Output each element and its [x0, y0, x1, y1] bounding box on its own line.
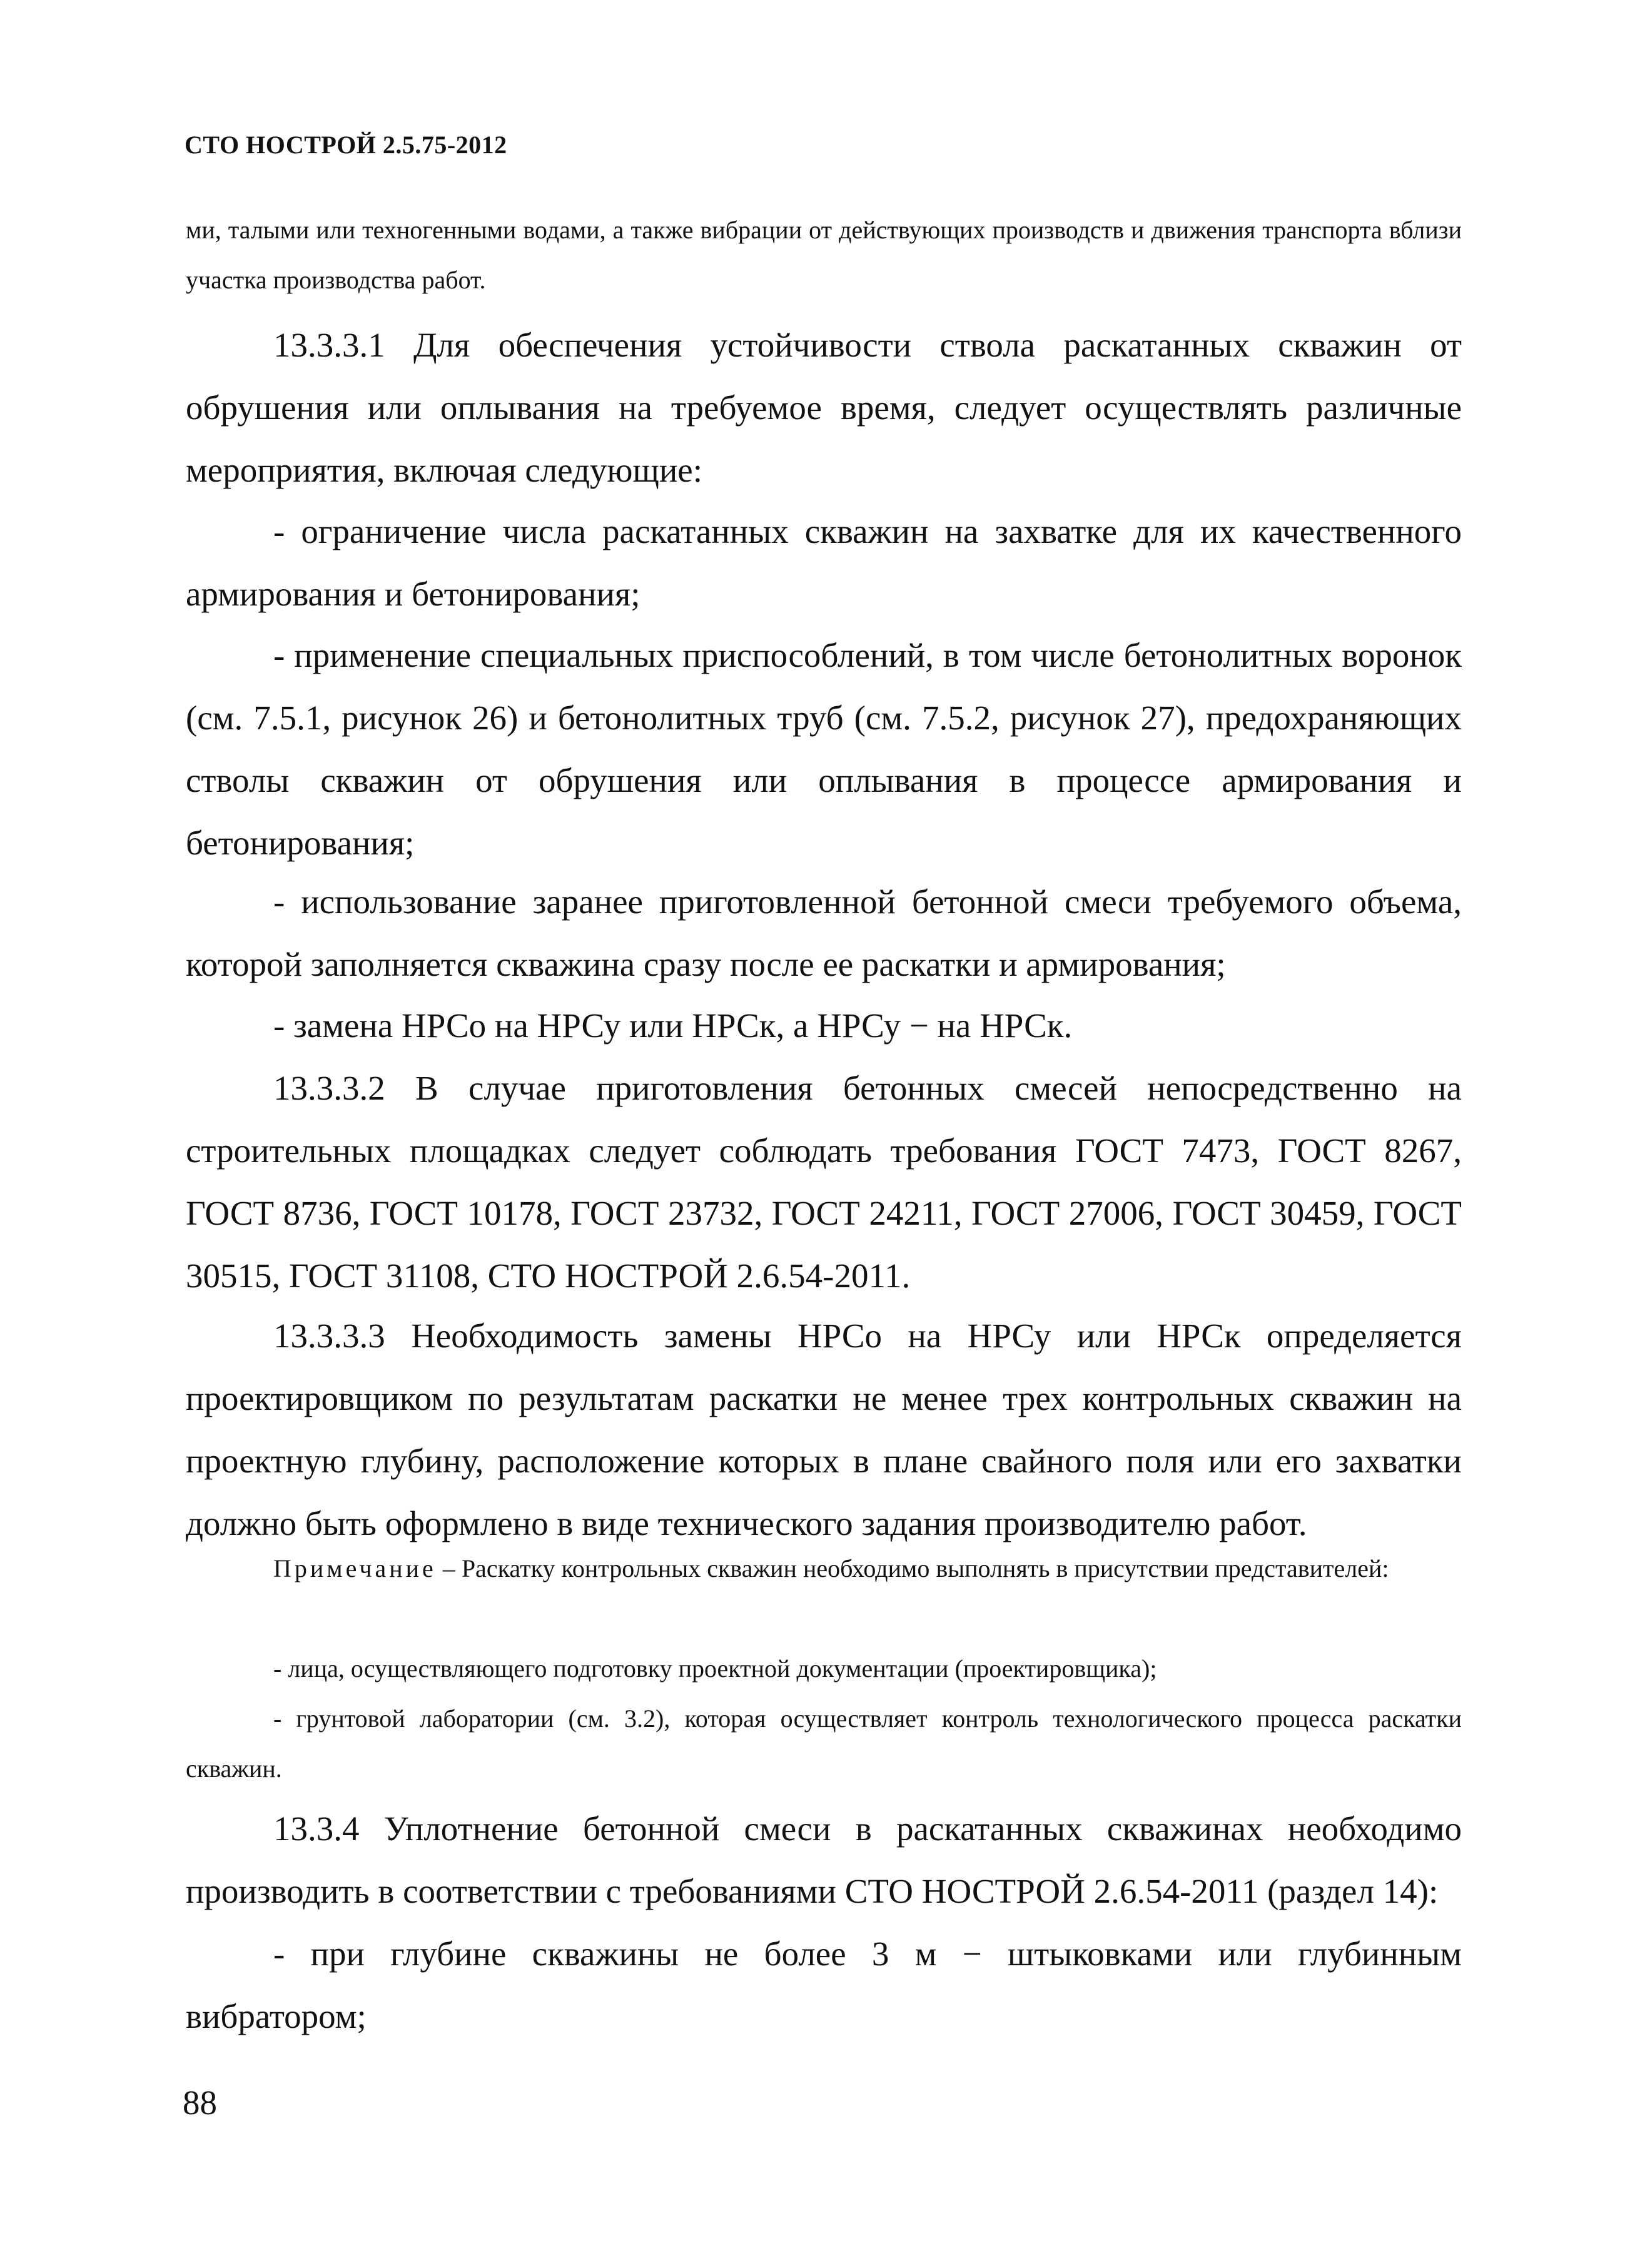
note-item-laboratory: - грунтовой лаборатории (см. 3.2), которая осуществляет контроль технологического процесса раскатки скважин.: [186, 1704, 1462, 1783]
document-header: СТО НОСТРОЙ 2.5.75-2012: [185, 131, 507, 159]
list-item-special-devices: - применение специальных приспособлений, в том числе бетонолитных воронок (см. 7.5.1, рисунок 26) и бетонолитных труб (см. 7.5.2, рисунок 27), предохраняющих стволы скважин от обрушения или оплывания в процессе армирования и бетонирования;: [186, 636, 1462, 862]
list-item-depth-3m: - при глубине скважины не более 3 м − штыковками или глубинным вибратором;: [186, 1935, 1462, 2035]
list-item-limit-wells: - ограничение числа раскатанных скважин на захватке для их качественного армирования и бетонирования;: [186, 512, 1462, 613]
note-item-designer: - лица, осуществляющего подготовку проектной документации (проектировщика);: [273, 1654, 1157, 1683]
paragraph-13-3-3-3: 13.3.3.3 Необходимость замены НРСо на НРСу или НРСк определяется проектировщиком по результатам раскатки не менее трех контрольных скважин на проектную глубину, расположение которых в плане свайного поля или его захватки должно быть оформлено в виде технического задания производителю работ.: [186, 1317, 1462, 1542]
note-label: Примечание: [273, 1554, 437, 1582]
note-text: – Раскатку контрольных скважин необходимо выполнять в присутствии представителей:: [436, 1554, 1389, 1582]
list-item-replacement: - замена НРСо на НРСу или НРСк, а НРСу − на НРСк.: [273, 1006, 1073, 1045]
paragraph-13-3-4: 13.3.4 Уплотнение бетонной смеси в раскатанных скважинах необходимо производить в соответствии с требованиями СТО НОСТРОЙ 2.6.54-2011 (раздел 14):: [186, 1810, 1462, 1910]
paragraph-13-3-3-1: 13.3.3.1 Для обеспечения устойчивости ствола раскатанных скважин от обрушения или оплывания на требуемое время, следует осуществлять различные мероприятия, включая следующие:: [186, 326, 1462, 489]
note-paragraph: [186, 1544, 1462, 1594]
paragraph-13-3-3-2: 13.3.3.2 В случае приготовления бетонных смесей непосредственно на строительных площадках следует соблюдать требования ГОСТ 7473, ГОСТ 8267, ГОСТ 8736, ГОСТ 10178, ГОСТ 23732, ГОСТ 24211, ГОСТ 27006, ГОСТ 30459, ГОСТ 30515, ГОСТ 31108, СТО НОСТРОЙ 2.6.54-2011.: [186, 1069, 1462, 1295]
paragraph-continuation: ми, талыми или техногенными водами, а также вибрации от действующих производств и движения транспорта вблизи участка производства работ.: [186, 216, 1462, 294]
page-number: 88: [183, 2083, 217, 2122]
list-item-prepared-mix: - использование заранее приготовленной бетонной смеси требуемого объема, которой заполняется скважина сразу после ее раскатки и армирования;: [186, 883, 1462, 983]
